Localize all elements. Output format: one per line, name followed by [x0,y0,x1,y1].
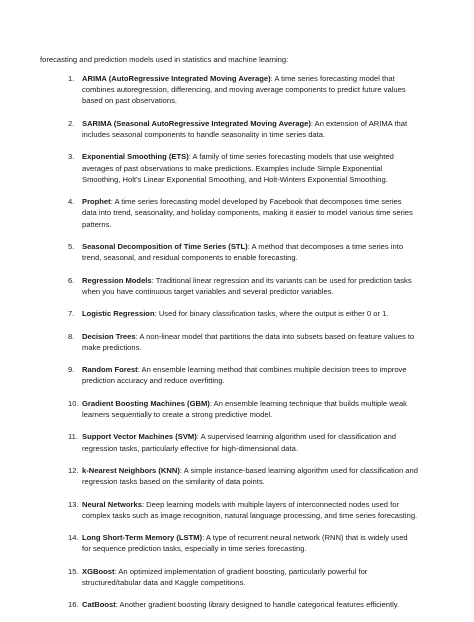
item-term: Exponential Smoothing (ETS) [82,152,189,162]
item-description: : A time series forecasting model developed by Facebook that decomposes time series data into trend, seasonality, and holiday components, making it easier to model various time series patterns. [82,197,413,229]
item-number: 12. [68,465,79,475]
item-description: : A family of time series forecasting models that use weighted averages of past observations to make predictions. Examples include Simple Exponential Smoothing, Holt's Linear Exponential Smoothing, and Holt-Winters Exponential Smoothing. [82,152,394,184]
item-term: Random Forest [82,365,138,375]
intro-text: forecasting and prediction models used in statistics and machine learning: [40,55,289,64]
item-description: : Used for binary classification tasks, where the output is either 0 or 1. [154,309,389,319]
item-term: Prophet [82,197,111,207]
list-item [58,431,418,453]
list-item [58,275,418,297]
list-item [58,196,418,230]
list-item [58,241,418,263]
list-item [58,364,418,386]
item-term: Decision Trees [82,331,136,341]
item-number: 4. [68,197,75,207]
list-item [58,499,418,521]
item-description: : An extension of ARIMA that includes seasonal components to handle seasonality in time series data. [82,118,408,139]
list-item [58,599,418,610]
list-item [58,398,418,420]
item-term: XGBoost [82,566,115,576]
item-term: Long Short-Term Memory (LSTM) [82,533,203,543]
item-description: : A time series forecasting model that combines autoregression, differencing, and moving average components to predict future values based on past observations. [82,74,406,106]
item-term: Regression Models [82,275,152,285]
item-term: k-Nearest Neighbors (KNN) [82,465,180,475]
item-description: : A non-linear model that partitions the data into subsets based on feature values to make predictions. [82,331,415,352]
item-number: 13. [68,499,79,509]
item-description: : An ensemble learning method that combines multiple decision trees to improve prediction accuracy and reduce overfitting. [82,365,407,386]
item-number: 3. [68,152,75,162]
item-description: : A method that decomposes a time series into trend, seasonal, and residual components to enable forecasting. [82,241,404,263]
list-item [58,308,418,319]
list-item [58,465,418,487]
item-description: : An optimized implementation of gradient boosting, particularly powerful for structured/tabular data and Kaggle competitions. [82,566,368,587]
item-term: Gradient Boosting Machines (GBM) [82,398,210,408]
item-description: : A simple instance-based learning algorithm used for classification and regression tasks based on the similarity of data points. [82,465,418,487]
list-item [58,566,418,588]
item-term: Logistic Regression [82,309,155,319]
item-term: ARIMA (AutoRegressive Integrated Moving Average) [82,74,271,83]
item-description: : An ensemble learning technique that builds multiple weak learners sequentially to create a strong predictive model. [82,398,407,419]
item-number: 1. [68,74,75,83]
item-term: CatBoost [82,600,116,610]
item-description: : A supervised learning algorithm used for classification and regression tasks, particularly effective for high-dimensional data. [82,432,397,453]
item-number: 10. [68,398,79,408]
list-item [58,151,418,185]
item-number: 14. [68,533,79,543]
item-term: Neural Networks [82,499,142,509]
item-number: 2. [68,118,75,128]
item-description: : Deep learning models with multiple layers of interconnected nodes used for complex tasks such as image recognition, natural language processing, and time series forecasting. [82,499,418,520]
item-term: Support Vector Machines (SVM) [82,432,197,442]
item-number: 5. [68,241,75,251]
list-item [58,532,418,554]
item-term: Seasonal Decomposition of Time Series (STL) [82,241,248,251]
item-description: : Traditional linear regression and its variants can be used for prediction tasks when you have continuous target variables and several predictor variables. [82,275,412,296]
item-term: SARIMA (Seasonal AutoRegressive Integrated Moving Average) [82,118,311,128]
item-number: 16. [68,600,79,610]
item-number: 11. [68,432,78,442]
item-number: 8. [68,331,75,341]
item-description: : Another gradient boosting library designed to handle categorical features efficiently. [115,600,400,610]
item-description: : A type of recurrent neural network (RNN) that is widely used for sequence prediction tasks, especially in time series forecasting. [82,533,408,554]
list-item [58,331,418,353]
list-item [58,73,418,107]
item-number: 15. [68,566,79,576]
item-number: 7. [68,309,75,319]
item-number: 9. [68,365,75,375]
item-number: 6. [68,275,75,285]
model-list [58,73,418,622]
list-item [58,118,418,140]
